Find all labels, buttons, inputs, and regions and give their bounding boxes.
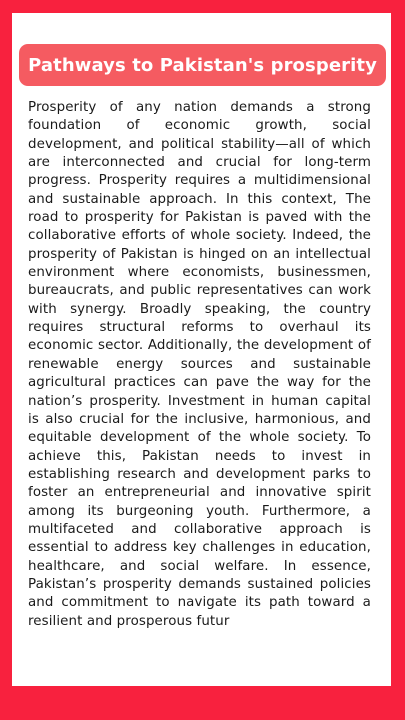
article-title: Pathways to Pakistan's prosperity: [19, 44, 386, 86]
article-body: Prosperity of any nation demands a strong foundation of economic growth, social development, and political stability—all of which are interconnected and crucial for long-term progress. Prosperity requires a multidimensional and sustainable approach. In this context, The road to prosperity for Pakistan is paved with the collaborative efforts of whole society. Indeed, the prosperity of Pakistan is hinged on an intellectual environment where economists, businessmen, bureaucrats, and public representatives can work with synergy. Broadly speaking, the country requires structural reforms to overhaul its economic sector. Additionally, the development of renewable energy sources and sustainable agricultural practices can pave the way for the nation’s prosperity. Investment in human capital is also crucial for the inclusive, harmonious, and equitable development of the whole society. To achieve this, Pakistan needs to invest in establishing research and development parks to foster an entrepreneurial and innovative spirit among its burgeoning youth. Furthermore, a multifaceted and collaborative approach is essential to address key challenges in education, healthcare, and social welfare. In essence, Pakistan’s prosperity demands sustained policies and commitment to navigate its path toward a resilient and prosperous futur: [28, 100, 371, 629]
